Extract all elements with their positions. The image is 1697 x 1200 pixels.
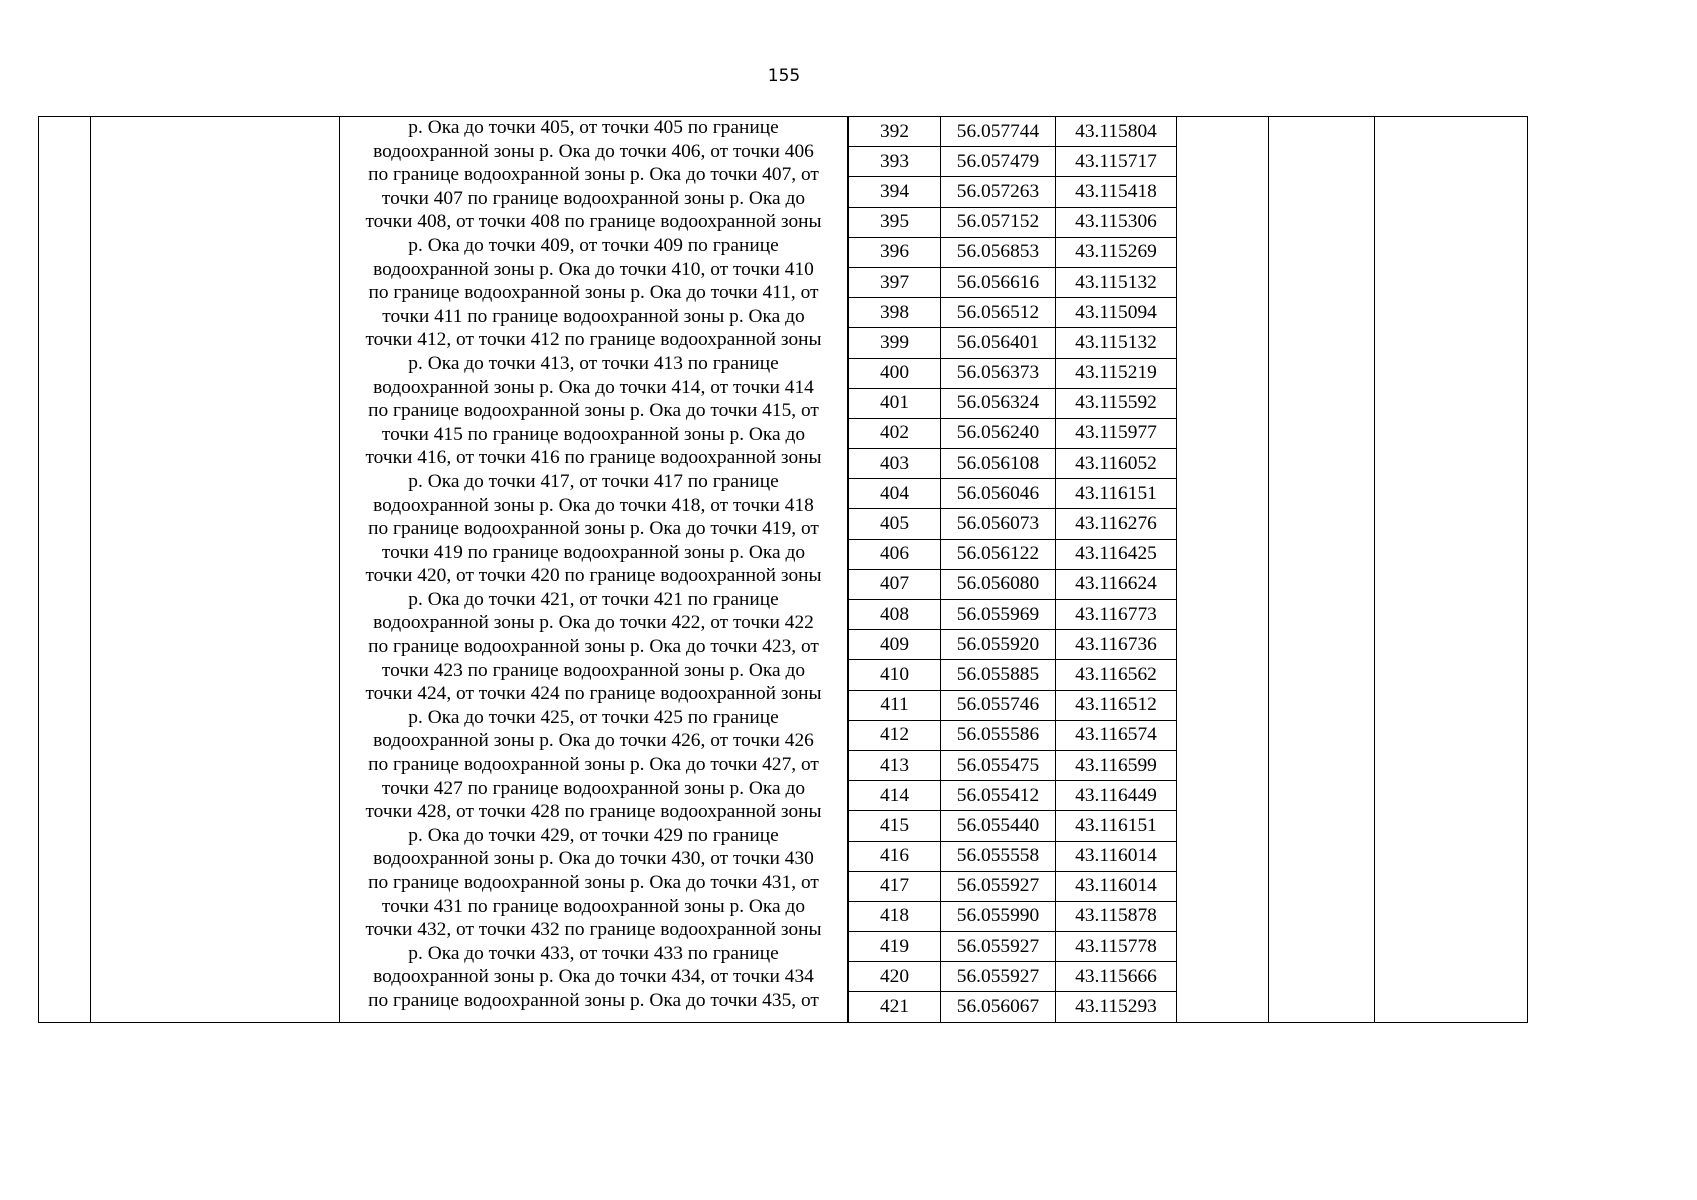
longitude-cell: 43.115418 [1056, 177, 1177, 207]
table-row [849, 479, 1177, 509]
description-line: точки 420, от точки 420 по границе водоохранной зоны [365, 565, 822, 587]
longitude-cell: 43.115804 [1056, 117, 1177, 147]
table-row [849, 600, 1177, 630]
description-line: точки 432, от точки 432 по границе водоохранной зоны [365, 919, 822, 941]
latitude-cell: 56.056324 [941, 388, 1056, 418]
latitude-cell: 56.056240 [941, 418, 1056, 448]
table-row [849, 117, 1177, 147]
description-line: водоохранной зоны р. Ока до точки 430, от точки 430 [373, 848, 814, 870]
table-row [849, 539, 1177, 569]
description-line: точки 428, от точки 428 по границе водоохранной зоны [365, 801, 822, 823]
table-row [849, 358, 1177, 388]
point-number-cell: 394 [849, 177, 941, 207]
description-line: точки 411 по границе водоохранной зоны р. Ока до [382, 305, 805, 327]
description-line: водоохранной зоны р. Ока до точки 418, от точки 418 [373, 494, 814, 516]
latitude-cell: 56.055586 [941, 720, 1056, 750]
point-number-cell: 421 [849, 992, 941, 1022]
longitude-cell: 43.116151 [1056, 811, 1177, 841]
longitude-cell: 43.116599 [1056, 750, 1177, 780]
latitude-cell: 56.056122 [941, 539, 1056, 569]
point-number-cell: 404 [849, 479, 941, 509]
point-number-cell: 406 [849, 539, 941, 569]
longitude-cell: 43.116562 [1056, 660, 1177, 690]
latitude-cell: 56.056512 [941, 298, 1056, 328]
description-line: р. Ока до точки 429, от точки 429 по границе [408, 824, 779, 846]
point-number-cell: 395 [849, 207, 941, 237]
table-row [849, 720, 1177, 750]
point-number-cell: 402 [849, 418, 941, 448]
point-number-cell: 417 [849, 871, 941, 901]
table-row [849, 509, 1177, 539]
description-line: водоохранной зоны р. Ока до точки 406, от точки 406 [373, 140, 814, 162]
description-line: р. Ока до точки 413, от точки 413 по границе [408, 352, 779, 374]
longitude-cell: 43.115219 [1056, 358, 1177, 388]
coordinates-table [848, 116, 1177, 1023]
latitude-cell: 56.055475 [941, 750, 1056, 780]
longitude-cell: 43.115977 [1056, 418, 1177, 448]
description-line: водоохранной зоны р. Ока до точки 434, от точки 434 [373, 966, 814, 988]
description-line: водоохранной зоны р. Ока до точки 426, от точки 426 [373, 730, 814, 752]
description-line: водоохранной зоны р. Ока до точки 422, от точки 422 [373, 612, 814, 634]
point-number-cell: 414 [849, 781, 941, 811]
description-line: точки 415 по границе водоохранной зоны р. Ока до [381, 423, 806, 445]
point-number-cell: 411 [849, 690, 941, 720]
description-line: по границе водоохранной зоны р. Ока до точки 419, от [368, 518, 819, 540]
longitude-cell: 43.116276 [1056, 509, 1177, 539]
table-row [849, 328, 1177, 358]
longitude-cell: 43.115592 [1056, 388, 1177, 418]
latitude-cell: 56.057152 [941, 207, 1056, 237]
latitude-cell: 56.055927 [941, 932, 1056, 962]
description-line: точки 412, от точки 412 по границе водоохранной зоны [365, 329, 822, 351]
boundary-description [341, 116, 846, 1013]
description-line: по границе водоохранной зоны р. Ока до точки 415, от [368, 400, 819, 422]
table-row [849, 781, 1177, 811]
point-number-cell: 392 [849, 117, 941, 147]
table-row [849, 630, 1177, 660]
latitude-cell: 56.056401 [941, 328, 1056, 358]
description-line: р. Ока до точки 425, от точки 425 по границе [408, 706, 779, 728]
column-divider [339, 116, 340, 1023]
longitude-cell: 43.115306 [1056, 207, 1177, 237]
point-number-cell: 393 [849, 147, 941, 177]
point-number-cell: 397 [849, 267, 941, 297]
latitude-cell: 56.056616 [941, 267, 1056, 297]
description-line: точки 419 по границе водоохранной зоны р. Ока до [381, 541, 806, 563]
longitude-cell: 43.115293 [1056, 992, 1177, 1022]
point-number-cell: 407 [849, 569, 941, 599]
table-row [849, 388, 1177, 418]
point-number-cell: 396 [849, 237, 941, 267]
longitude-cell: 43.116014 [1056, 841, 1177, 871]
description-line: точки 407 по границе водоохранной зоны р. Ока до [381, 187, 806, 209]
table-row [849, 177, 1177, 207]
longitude-cell: 43.116512 [1056, 690, 1177, 720]
description-line: точки 424, от точки 424 по границе водоохранной зоны [365, 683, 822, 705]
point-number-cell: 410 [849, 660, 941, 690]
longitude-cell: 43.116624 [1056, 569, 1177, 599]
latitude-cell: 56.056373 [941, 358, 1056, 388]
point-number-cell: 405 [849, 509, 941, 539]
latitude-cell: 56.055927 [941, 962, 1056, 992]
table-row [849, 992, 1177, 1022]
point-number-cell: 419 [849, 932, 941, 962]
description-line: по границе водоохранной зоны р. Ока до точки 423, от [368, 636, 819, 658]
description-line: водоохранной зоны р. Ока до точки 414, от точки 414 [373, 376, 814, 398]
description-line: по границе водоохранной зоны р. Ока до точки 411, от [368, 282, 819, 304]
description-line: р. Ока до точки 421, от точки 421 по границе [408, 588, 779, 610]
longitude-cell: 43.116449 [1056, 781, 1177, 811]
point-number-cell: 398 [849, 298, 941, 328]
latitude-cell: 56.055440 [941, 811, 1056, 841]
description-line: точки 416, от точки 416 по границе водоохранной зоны [365, 447, 822, 469]
longitude-cell: 43.115269 [1056, 237, 1177, 267]
page-number: 155 [767, 66, 801, 86]
table-row [849, 750, 1177, 780]
latitude-cell: 56.057263 [941, 177, 1056, 207]
longitude-cell: 43.115778 [1056, 932, 1177, 962]
description-line: по границе водоохранной зоны р. Ока до точки 431, от [368, 872, 819, 893]
table-row [849, 962, 1177, 992]
table-row [849, 298, 1177, 328]
latitude-cell: 56.056108 [941, 449, 1056, 479]
latitude-cell: 56.056073 [941, 509, 1056, 539]
table-row [849, 660, 1177, 690]
description-line: р. Ока до точки 405, от точки 405 по границе [408, 117, 779, 138]
longitude-cell: 43.116052 [1056, 449, 1177, 479]
point-number-cell: 400 [849, 358, 941, 388]
point-number-cell: 412 [849, 720, 941, 750]
table-row [849, 841, 1177, 871]
point-number-cell: 401 [849, 388, 941, 418]
latitude-cell: 56.055920 [941, 630, 1056, 660]
longitude-cell: 43.116425 [1056, 539, 1177, 569]
point-number-cell: 408 [849, 600, 941, 630]
table-row [849, 871, 1177, 901]
point-number-cell: 418 [849, 901, 941, 931]
latitude-cell: 56.057744 [941, 117, 1056, 147]
description-line: р. Ока до точки 433, от точки 433 по границе [408, 942, 779, 964]
longitude-cell: 43.115132 [1056, 267, 1177, 297]
point-number-cell: 416 [849, 841, 941, 871]
latitude-cell: 56.055746 [941, 690, 1056, 720]
latitude-cell: 56.056853 [941, 237, 1056, 267]
point-number-cell: 399 [849, 328, 941, 358]
table-row [849, 207, 1177, 237]
description-line: по границе водоохранной зоны р. Ока до точки 435, от [368, 989, 819, 1011]
point-number-cell: 415 [849, 811, 941, 841]
column-divider [1374, 116, 1375, 1023]
table-row [849, 901, 1177, 931]
table-row [849, 267, 1177, 297]
description-line: точки 431 по границе водоохранной зоны р. Ока до [381, 895, 806, 917]
point-number-cell: 420 [849, 962, 941, 992]
column-divider [1268, 116, 1269, 1023]
longitude-cell: 43.116773 [1056, 600, 1177, 630]
point-number-cell: 413 [849, 750, 941, 780]
description-line: точки 423 по границе водоохранной зоны р. Ока до [381, 659, 806, 681]
longitude-cell: 43.116574 [1056, 720, 1177, 750]
point-number-cell: 403 [849, 449, 941, 479]
description-line: точки 427 по границе водоохранной зоны р. Ока до [381, 777, 806, 799]
table-row [849, 811, 1177, 841]
longitude-cell: 43.116014 [1056, 871, 1177, 901]
description-line: р. Ока до точки 409, от точки 409 по границе [408, 234, 779, 256]
table-row [849, 418, 1177, 448]
latitude-cell: 56.055927 [941, 871, 1056, 901]
table-row [849, 932, 1177, 962]
table-row [849, 569, 1177, 599]
latitude-cell: 56.055990 [941, 901, 1056, 931]
latitude-cell: 56.056080 [941, 569, 1056, 599]
longitude-cell: 43.116151 [1056, 479, 1177, 509]
table-row [849, 449, 1177, 479]
description-line: по границе водоохранной зоны р. Ока до точки 427, от [368, 754, 819, 776]
table-row [849, 237, 1177, 267]
description-line: точки 408, от точки 408 по границе водоохранной зоны [365, 211, 822, 233]
latitude-cell: 56.055969 [941, 600, 1056, 630]
longitude-cell: 43.115717 [1056, 147, 1177, 177]
point-number-cell: 409 [849, 630, 941, 660]
latitude-cell: 56.057479 [941, 147, 1056, 177]
longitude-cell: 43.116736 [1056, 630, 1177, 660]
description-line: по границе водоохранной зоны р. Ока до точки 407, от [368, 164, 819, 186]
longitude-cell: 43.115666 [1056, 962, 1177, 992]
column-divider [90, 116, 91, 1023]
latitude-cell: 56.056067 [941, 992, 1056, 1022]
longitude-cell: 43.115132 [1056, 328, 1177, 358]
longitude-cell: 43.115094 [1056, 298, 1177, 328]
latitude-cell: 56.055885 [941, 660, 1056, 690]
latitude-cell: 56.056046 [941, 479, 1056, 509]
longitude-cell: 43.115878 [1056, 901, 1177, 931]
latitude-cell: 56.055412 [941, 781, 1056, 811]
table-row [849, 147, 1177, 177]
latitude-cell: 56.055558 [941, 841, 1056, 871]
description-line: р. Ока до точки 417, от точки 417 по границе [408, 470, 779, 492]
description-line: водоохранной зоны р. Ока до точки 410, от точки 410 [373, 258, 814, 280]
table-row [849, 690, 1177, 720]
